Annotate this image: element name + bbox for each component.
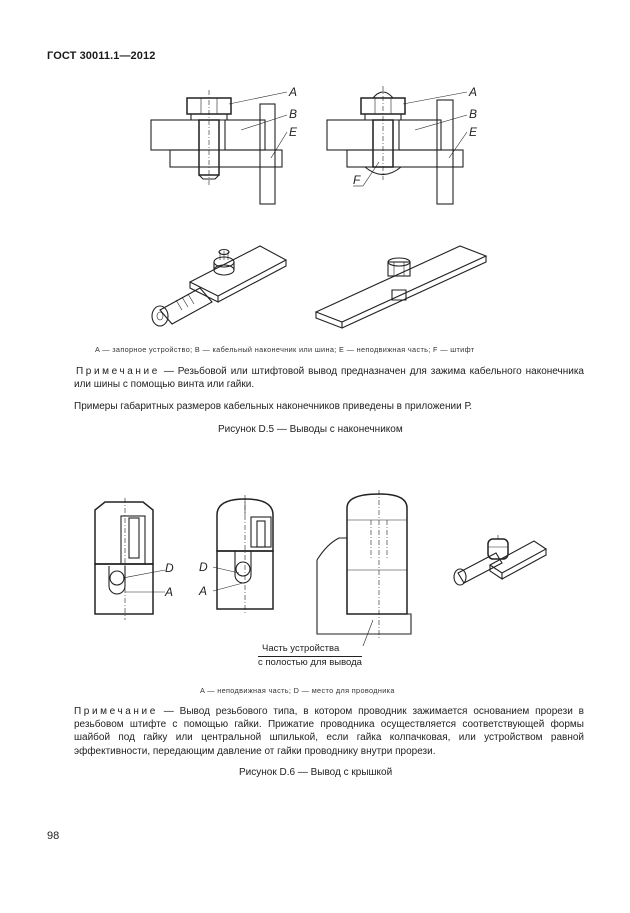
part-label-line1: Часть устройства: [258, 643, 362, 657]
examples-paragraph: Примеры габаритных размеров кабельных наконечников приведены в приложении Р.: [74, 401, 473, 412]
figure-d6-caption: Рисунок D.6 — Вывод с крышкой: [239, 767, 393, 778]
label-a-d6-middle: A: [199, 584, 208, 598]
figure-d6-note: [74, 705, 584, 758]
note-text: — Резьбовой или штифтовой вывод предназначен для зажима кабельного наконечника или шины с помощью винта или гайки.: [74, 366, 584, 391]
figure-d6-perspective: [450, 525, 560, 595]
figure-d5-caption: Рисунок D.5 — Выводы с наконечником: [218, 424, 403, 435]
note-text-d6: — Вывод резьбового типа, в котором проводник зажимается основанием прорези в резьбовом штифте с помощью гайки. Прижатие проводника осуществляется соответствующей формы шайбой под гайку или центральной шпилькой, если гайка колпачковая, или устройством равной эффективности, передающим давление от гайки проводнику внутри прорези.: [74, 706, 584, 757]
figure-d5-note: [74, 365, 584, 391]
label-f-d5-right: F: [353, 173, 361, 187]
figure-d5-section-bolt-terminal: [145, 80, 305, 210]
label-b-d5-left: B: [289, 107, 298, 121]
figure-d6-legend: A — неподвижная часть; D — место для проводника: [200, 686, 395, 695]
label-a-d5-right: A: [469, 85, 478, 99]
page-number: 98: [47, 830, 60, 842]
figure-d5-perspective-bus-bar: [310, 240, 490, 340]
figure-d5-perspective-cable-lug: [140, 240, 300, 340]
note-label: Примечание: [76, 366, 160, 377]
figure-d6-section-left: [85, 498, 195, 623]
part-label-line2: с полостью для вывода: [258, 657, 362, 668]
label-e-d5-left: E: [289, 125, 298, 139]
part-label: [258, 643, 362, 669]
figure-d6-section-cavity: [313, 490, 413, 650]
label-b-d5-right: B: [469, 107, 478, 121]
figure-d5-legend: A — запорное устройство; B — кабельный наконечник или шина; E — неподвижная часть; F — штифт: [95, 345, 475, 354]
label-a-d5-left: A: [289, 85, 298, 99]
note-label-d6: Примечание: [74, 706, 158, 717]
label-a-d6-left: A: [165, 585, 174, 599]
document-header: ГОСТ 30011.1—2012: [47, 50, 156, 62]
label-e-d5-right: E: [469, 125, 478, 139]
label-d-d6-left: D: [165, 561, 174, 575]
figure-d5-section-stud-terminal: [325, 80, 485, 210]
figure-d6-section-middle: [195, 495, 295, 615]
label-d-d6-middle: D: [199, 560, 208, 574]
